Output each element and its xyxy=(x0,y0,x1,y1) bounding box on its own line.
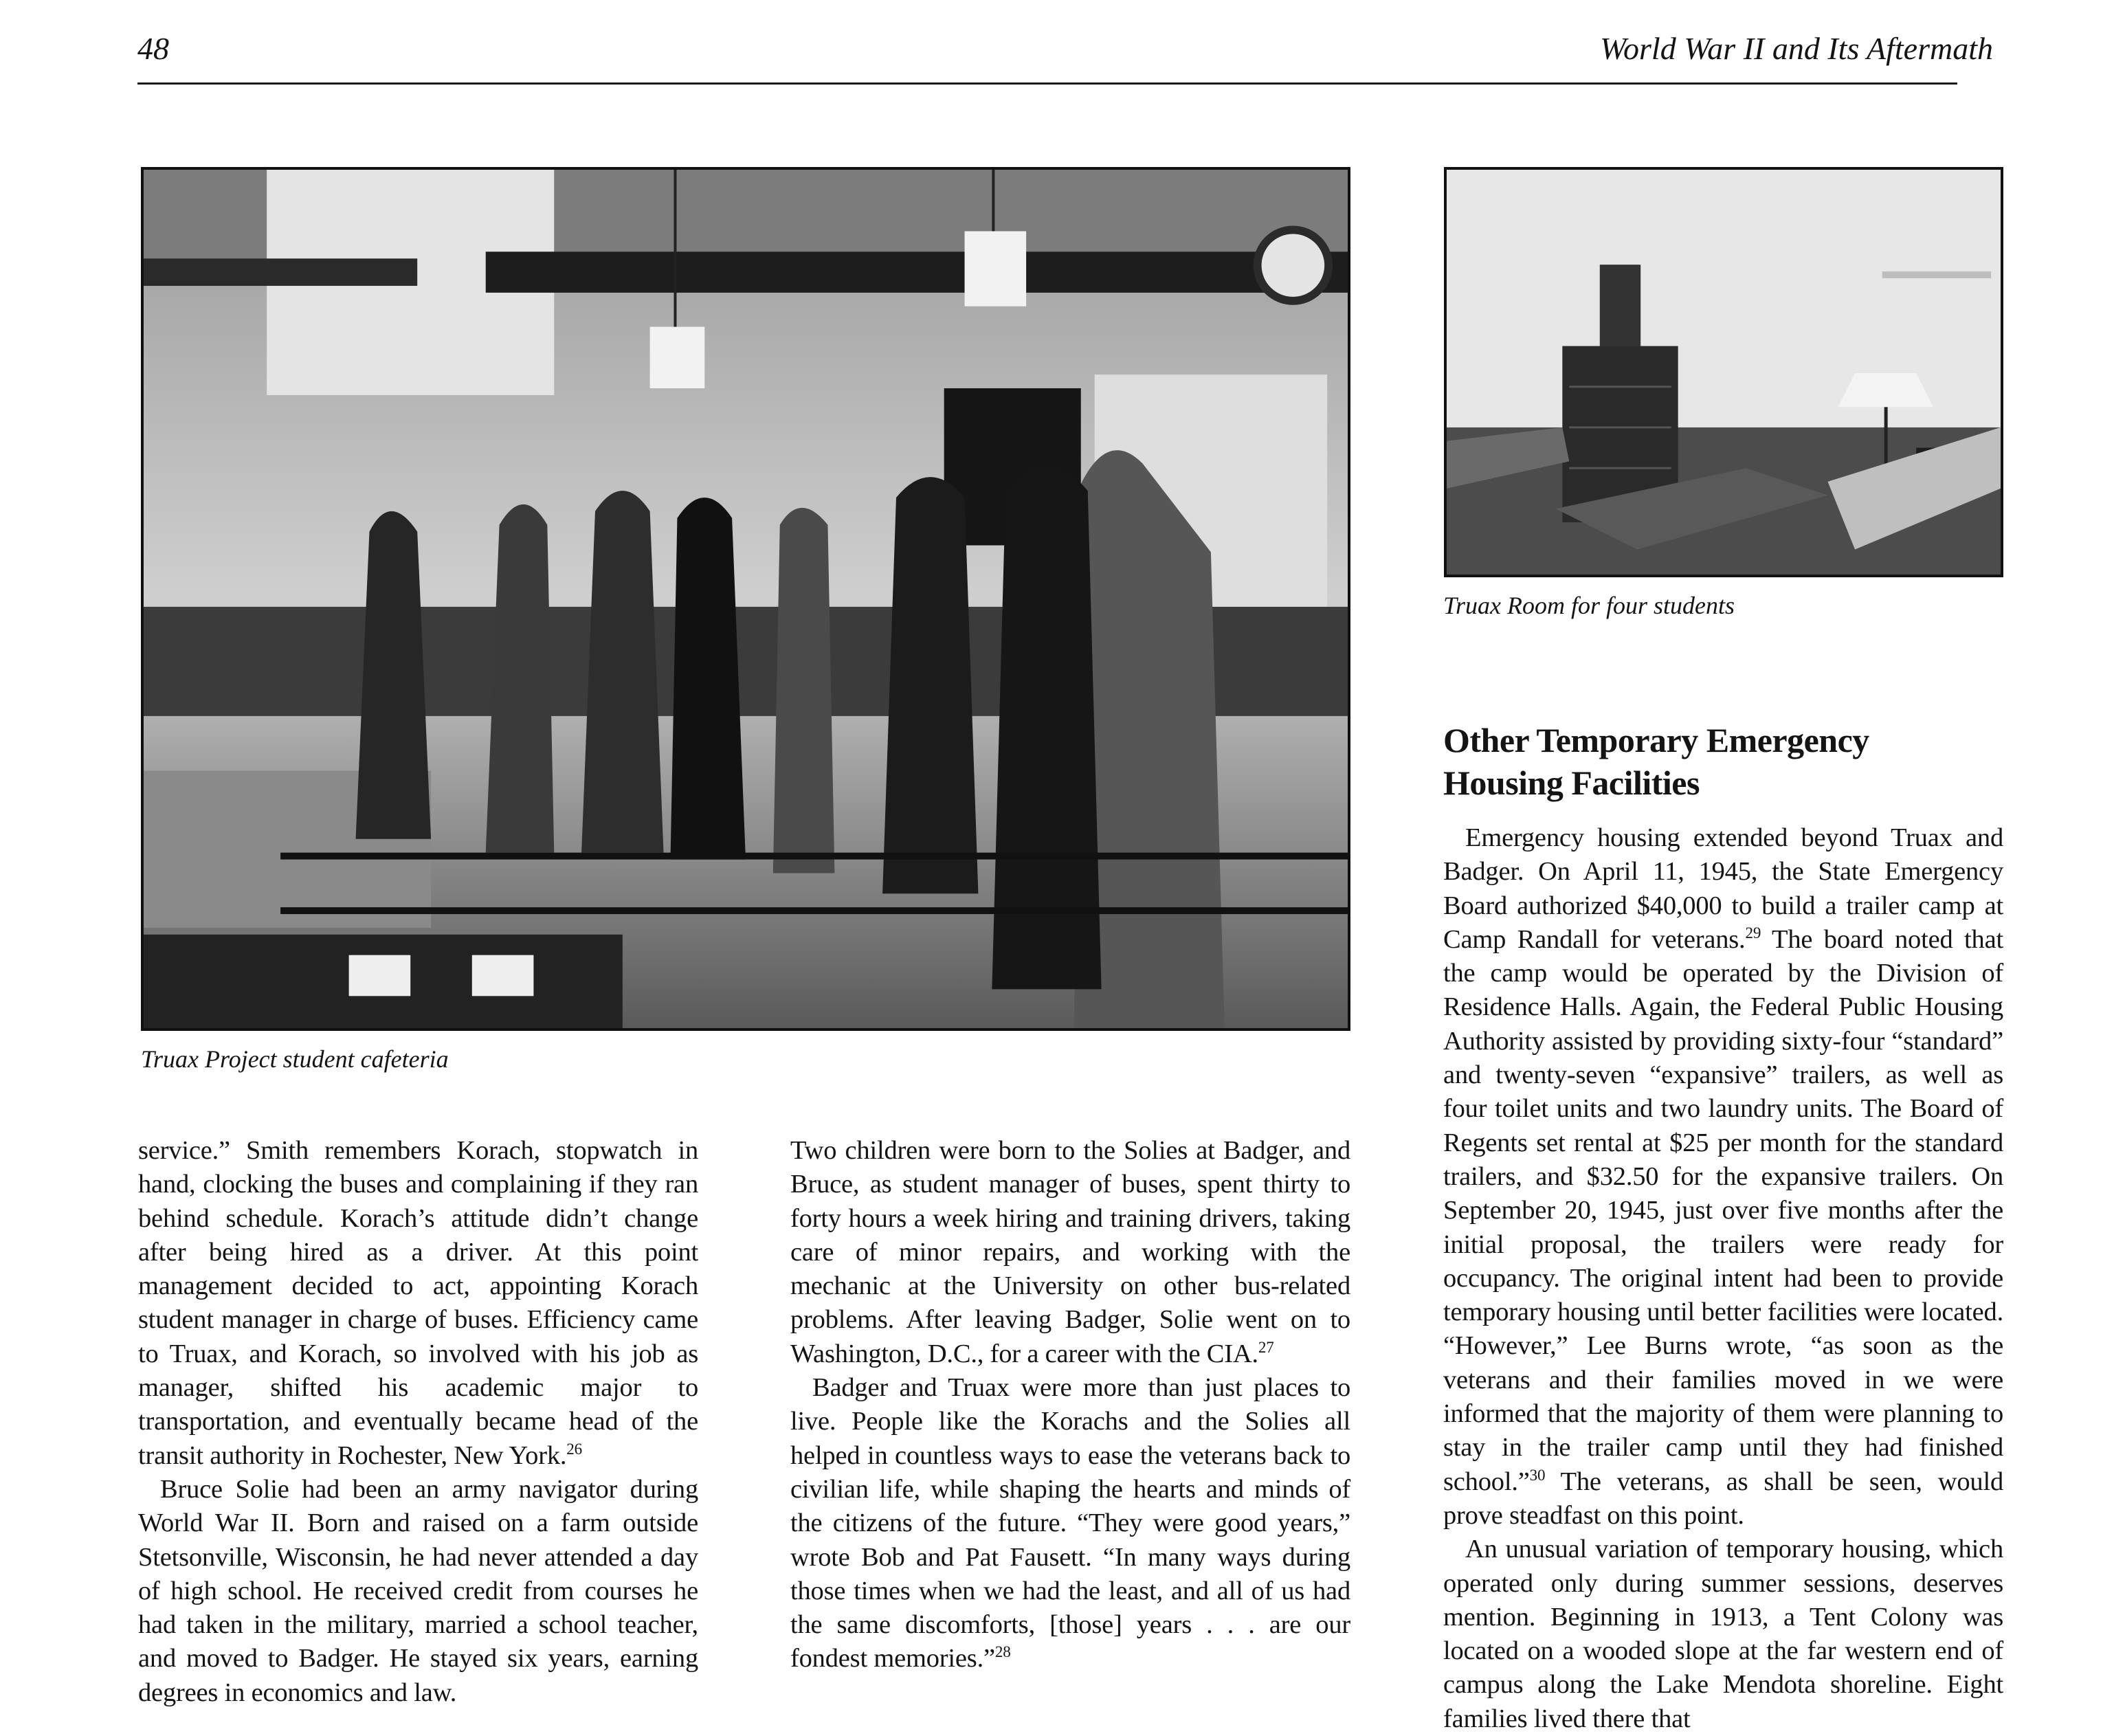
text-column-2 xyxy=(790,1134,1350,1676)
header-rule xyxy=(137,82,1957,85)
cafeteria-photo-illustration xyxy=(144,170,1348,1028)
paragraph xyxy=(790,1371,1350,1676)
paragraph xyxy=(138,1134,698,1473)
room-caption: Truax Room for four students xyxy=(1443,592,1735,619)
page-number: 48 xyxy=(137,31,169,66)
paragraph xyxy=(1443,1533,2003,1736)
footnote-marker: 27 xyxy=(1258,1337,1274,1356)
footnote-marker: 30 xyxy=(1529,1465,1546,1484)
paragraph-text: service.” Smith remembers Korach, stopwatch in hand, clocking the buses and complaining if they ran behind schedule. Korach’s attitude didn’t change after being hired as a driver. At this point management decided to act, appointing Korach student manager in charge of buses. Efficiency came to Truax, and Korach, so involved with his job as manager, shifted his academic major to transportation, and eventually became head of the transit authority in Rochester, New York. xyxy=(138,1136,698,1470)
text-column-3 xyxy=(1443,821,2003,1736)
room-photo xyxy=(1444,167,2003,577)
paragraph-text: The veterans, as shall be seen, would prove steadfast on this point. xyxy=(1443,1467,2003,1530)
paragraph xyxy=(790,1134,1350,1371)
footnote-marker: 26 xyxy=(566,1439,582,1458)
footnote-marker: 28 xyxy=(994,1643,1011,1661)
cafeteria-caption: Truax Project student cafeteria xyxy=(141,1045,449,1073)
paragraph-text: The board noted that the camp would be operated by the Division of Residence Halls. Again, the Federal Public Housing Authority assisted by providing sixty-four “standard” and twenty-seven “expansive” trailers, as well as four toilet units and two laundry units. The Board of Regents set rental at $25 per month for the standard trailers, and $32.50 for the expansive trailers. On September 20, 1945, just over five months after the initial proposal, the trailers were ready for occupancy. The original intent had been to provide temporary housing until better facilities were located. “However,” Lee Burns wrote, “as soon as the veterans and their families moved in we were informed that the majority of them were planning to stay in the trailer camp until they had finished school.” xyxy=(1443,924,2003,1496)
text-column-1 xyxy=(138,1134,698,1710)
paragraph-text: Badger and Truax were more than just places to live. People like the Korachs and the Solies all helped in countless ways to ease the veterans back to civilian life, while shaping the hearts and minds of the citizens of the future. “They were good years,” wrote Bob and Pat Fausett. “In many ways during those times when we had the least, and all of us had the same discomforts, [those] years . . . are our fondest memories.” xyxy=(790,1373,1350,1673)
paragraph-text: Emergency housing extended beyond Truax and Badger. On April 11, 1945, the State Emergency Board authorized $40,000 to build a trailer camp at Camp Randall for veterans. xyxy=(1443,823,2003,954)
room-photo-illustration xyxy=(1447,170,2001,575)
running-title: World War II and Its Aftermath xyxy=(1599,31,1993,66)
section-heading: Other Temporary Emergency Housing Facilities xyxy=(1443,721,1869,802)
paragraph xyxy=(138,1473,698,1710)
footnote-marker: 29 xyxy=(1745,924,1761,942)
paragraph-text: Two children were born to the Solies at Badger, and Bruce, as student manager of buses, spent thirty to forty hours a week hiring and training drivers, taking care of minor repairs, and working with the mechanic at the University on other bus-related problems. After leaving Badger, Solie went on to Washington, D.C., for a career with the CIA. xyxy=(790,1136,1350,1368)
cafeteria-photo xyxy=(141,167,1350,1031)
paragraph-text: Bruce Solie had been an army navigator during World War II. Born and raised on a farm outside Stetsonville, Wisconsin, he had never attended a day of high school. He received credit from courses he had taken in the military, married a school teacher, and moved to Badger. He stayed six years, earning degrees in economics and law. xyxy=(138,1474,698,1707)
paragraph-text: An unusual variation of temporary housing, which operated only during summer sessions, deserves mention. Beginning in 1913, a Tent Colony was located on a wooded slope at the far western end of campus along the Lake Mendota shoreline. Eight families lived there that xyxy=(1443,1535,2003,1733)
paragraph xyxy=(1443,821,2003,1533)
